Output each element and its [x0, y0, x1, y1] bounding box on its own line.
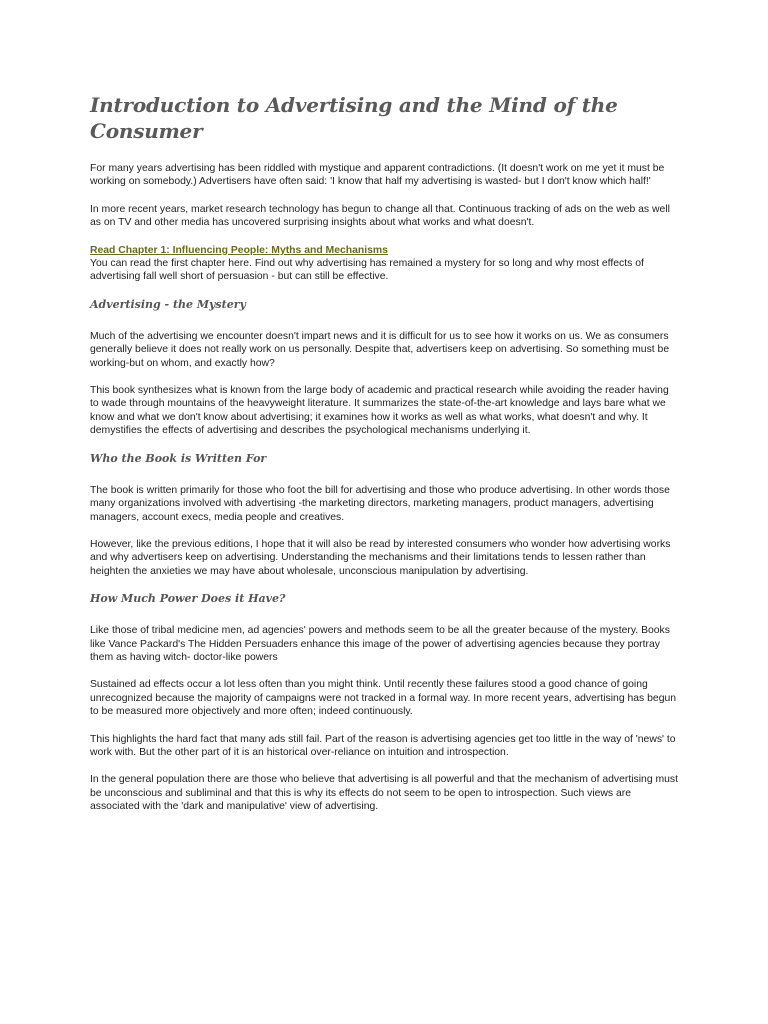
- power-paragraph-2: Sustained ad effects occur a lot less often than you might think. Until recently these failures stood a good chance of going unrecognized because the majority of campaigns were not tracked in a formal way. In more recent years, advertising has begun to be measured more objectively and more often; indeed continuously.: [90, 679, 677, 718]
- mystery-paragraph-2: This book synthesizes what is known from the large body of academic and practical research while avoiding the reader having to wade through mountains of the heavyweight literature. It summarizes the state-of-the-art knowledge and lays bare what we know and what we don't know about advertising; it examines how it works as well as what works, what doesn't and why. It demystifies the effects of advertising and describes the psychological mechanisms underlying it.: [90, 385, 669, 437]
- read-chapter-1-link[interactable]: Read Chapter 1: Influencing People: Myths and Mechanisms: [90, 244, 388, 256]
- power-paragraph-4: In the general population there are those who believe that advertising is all powerful and that the mechanism of advertising must be unconscious and subliminal and that this is why its effects do not seem to be open to introspection. Such views are associated with the 'dark and manipulative' view of advertising.: [90, 774, 678, 813]
- section-heading-audience: Who the Book is Written For: [90, 451, 267, 465]
- chapter-link-description: You can read the first chapter here. Find out why advertising has remained a mystery for so long and why most effects of advertising fall well short of persuasion - but can still be effective.: [90, 258, 644, 283]
- audience-paragraph-2: However, like the previous editions, I hope that it will also be read by interested consumers who wonder how advertising works and why advertisers keep on advertising. Understanding the mechanisms and their limitations tends to lessen rather than heighten the anxieties we may have about wholesale, unconscious manipulation by advertising.: [90, 538, 671, 577]
- power-paragraph-3: This highlights the hard fact that many ads still fail. Part of the reason is advertising agencies get too little in the way of 'news' to work with. But the other part of it is an historical over-reliance on intuition and introspection.: [90, 733, 676, 758]
- intro-paragraph-2: In more recent years, market research technology has begun to change all that. Continuous tracking of ads on the web as well as on TV and other media has uncovered surprising insights about what works and what doesn't.: [90, 203, 670, 229]
- audience-paragraph-1: The book is written primarily for those who foot the bill for advertising and those who produce advertising. In other words those many organizations involved with advertising -the marketing directors, marketing managers, product managers, advertising managers, account execs, media people and creatives.: [90, 484, 670, 523]
- section-heading-mystery: Advertising - the Mystery: [90, 297, 246, 311]
- mystery-paragraph-1: Much of the advertising we encounter doesn't impart news and it is difficult for us to see how it works on us. We as consumers generally believe it does not really work on us personally. Despite that, advertisers keep on advertising. So something must be working-but on whom, and exactly how?: [90, 330, 670, 369]
- section-heading-power: How Much Power Does it Have?: [90, 592, 286, 606]
- page-title: Introduction to Advertising and the Mind of the Consumer: [90, 93, 618, 143]
- power-paragraph-1: Like those of tribal medicine men, ad agencies' powers and methods seem to be all the greater because of the mystery. Books like Vance Packard's The Hidden Persuaders enhance this image of the power of advertising agencies because they portray them as having witch- doctor-like powers: [90, 625, 670, 663]
- document-page: [90, 92, 680, 828]
- intro-paragraph-1: For many years advertising has been riddled with mystique and apparent contradictions. (It doesn't work on me yet it must be working on somebody.) Advertisers have often said: 'I know that half my advertising is wasted- but I don't know which half!': [90, 163, 665, 188]
- chapter-link-block: [90, 244, 680, 284]
